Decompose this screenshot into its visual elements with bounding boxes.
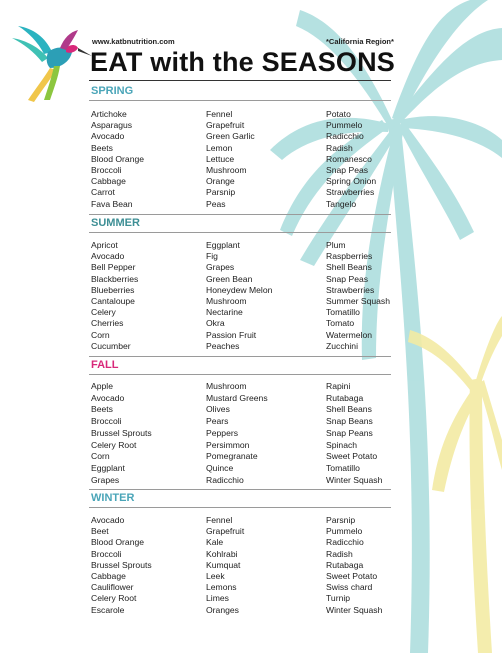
produce-item: Lemons xyxy=(206,582,237,593)
section-divider xyxy=(89,214,391,215)
produce-item: Beets xyxy=(91,142,113,153)
produce-item: Corn xyxy=(91,329,110,340)
produce-item: Plum xyxy=(326,240,346,250)
produce-item: Romanesco xyxy=(326,153,372,164)
produce-item: Raspberries xyxy=(326,251,373,262)
produce-item: Turnip xyxy=(326,593,351,604)
produce-item: Cabbage xyxy=(91,176,126,187)
produce-item: Persimmon xyxy=(206,439,250,450)
produce-item: Rapini xyxy=(326,381,351,391)
produce-item: Lettuce xyxy=(206,153,235,164)
produce-item: Blueberries xyxy=(91,284,135,295)
produce-item: Limes xyxy=(206,593,229,604)
page-title: EAT with the SEASONS xyxy=(90,47,396,77)
produce-item: Pummelo xyxy=(326,120,363,131)
produce-item: Eggplant xyxy=(206,240,240,250)
produce-item: Brussel Sprouts xyxy=(91,427,152,438)
produce-item: Grapefruit xyxy=(206,526,245,537)
produce-item: Mushroom xyxy=(206,296,247,307)
season-heading-fall: FALL xyxy=(91,359,119,371)
produce-item: Shell Beans xyxy=(326,404,372,415)
produce-item: Peas xyxy=(206,198,226,209)
produce-item: Cauliflower xyxy=(91,582,134,593)
section-divider xyxy=(89,232,391,233)
produce-item: Kumquat xyxy=(206,559,241,570)
produce-item: Fava Bean xyxy=(91,198,133,209)
fall-column-3 xyxy=(326,381,382,486)
produce-item: Grapes xyxy=(91,474,120,485)
produce-item: Quince xyxy=(206,462,234,473)
section-divider xyxy=(89,507,391,508)
title-underline xyxy=(89,80,391,81)
produce-item: Grapes xyxy=(206,262,235,273)
produce-item: Broccoli xyxy=(91,416,122,427)
produce-item: Carrot xyxy=(91,187,115,198)
produce-item: Tomatillo xyxy=(326,462,360,473)
produce-item: Okra xyxy=(206,318,225,329)
produce-item: Green Garlic xyxy=(206,131,255,142)
produce-item: Sweet Potato xyxy=(326,451,378,462)
produce-item: Cabbage xyxy=(91,571,126,582)
produce-item: Olives xyxy=(206,404,230,415)
produce-item: Radicchio xyxy=(206,474,244,485)
produce-item: Celery xyxy=(91,307,116,318)
section-divider xyxy=(89,356,391,357)
produce-item: Snap Beans xyxy=(326,416,373,427)
produce-item: Brussel Sprouts xyxy=(91,559,152,570)
produce-item: Corn xyxy=(91,451,110,462)
produce-item: Honeydew Melon xyxy=(206,284,273,295)
spring-column-2 xyxy=(206,109,255,210)
produce-item: Avocado xyxy=(91,392,125,403)
region-label: *California Region* xyxy=(326,37,394,46)
produce-item: Tomato xyxy=(326,318,355,329)
produce-item: Watermelon xyxy=(326,329,373,340)
produce-item: Snap Peas xyxy=(326,273,369,284)
produce-item: Winter Squash xyxy=(326,474,383,485)
produce-item: Apple xyxy=(91,381,113,391)
produce-item: Blood Orange xyxy=(91,153,145,164)
produce-item: Broccoli xyxy=(91,548,122,559)
winter-column-2 xyxy=(206,515,244,616)
fall-column-2 xyxy=(206,381,268,486)
produce-item: Asparagus xyxy=(91,120,133,131)
produce-item: Eggplant xyxy=(91,462,125,473)
produce-item: Zucchini xyxy=(326,340,358,351)
produce-item: Tangelo xyxy=(326,198,357,209)
produce-item: Spring Onion xyxy=(326,176,377,187)
produce-item: Strawberries xyxy=(326,284,375,295)
produce-item: Grapefruit xyxy=(206,120,245,131)
produce-item: Orange xyxy=(206,176,235,187)
produce-item: Snap Peas xyxy=(326,165,369,176)
hummingbird-icon xyxy=(8,18,94,104)
produce-item: Leek xyxy=(206,571,225,582)
section-divider xyxy=(89,374,391,375)
produce-item: Parsnip xyxy=(326,515,356,525)
produce-item: Pears xyxy=(206,416,229,427)
produce-item: Blood Orange xyxy=(91,537,145,548)
produce-item: Celery Root xyxy=(91,593,137,604)
produce-item: Cherries xyxy=(91,318,124,329)
produce-item: Artichoke xyxy=(91,109,127,119)
produce-item: Radish xyxy=(326,142,353,153)
section-divider xyxy=(89,100,391,101)
produce-item: Lemon xyxy=(206,142,233,153)
season-heading-spring: SPRING xyxy=(91,85,134,97)
produce-item: Avocado xyxy=(91,131,125,142)
produce-item: Mushroom xyxy=(206,165,247,176)
spring-column-3 xyxy=(326,109,376,210)
produce-item: Potato xyxy=(326,109,351,119)
produce-item: Summer Squash xyxy=(326,296,391,307)
summer-column-2 xyxy=(206,240,272,352)
season-heading-winter: WINTER xyxy=(91,492,135,504)
produce-item: Avocado xyxy=(91,515,125,525)
produce-item: Avocado xyxy=(91,251,125,262)
produce-item: Escarole xyxy=(91,604,125,615)
produce-item: Peppers xyxy=(206,427,239,438)
produce-item: Radicchio xyxy=(326,131,364,142)
produce-item: Blackberries xyxy=(91,273,139,284)
spring-column-1 xyxy=(91,109,144,210)
produce-item: Fennel xyxy=(206,515,233,525)
produce-item: Shell Beans xyxy=(326,262,372,273)
produce-item: Rutabaga xyxy=(326,392,364,403)
produce-item: Snap Peans xyxy=(326,427,373,438)
produce-item: Parsnip xyxy=(206,187,236,198)
produce-item: Spinach xyxy=(326,439,358,450)
produce-item: Oranges xyxy=(206,604,239,615)
produce-item: Strawberries xyxy=(326,187,375,198)
produce-item: Broccoli xyxy=(91,165,122,176)
produce-item: Fig xyxy=(206,251,218,262)
section-divider xyxy=(89,489,391,490)
produce-item: Nectarine xyxy=(206,307,243,318)
produce-item: Kohlrabi xyxy=(206,548,238,559)
produce-item: Swiss chard xyxy=(326,582,373,593)
season-heading-summer: SUMMER xyxy=(91,217,140,229)
produce-item: Radish xyxy=(326,548,353,559)
produce-item: Bell Pepper xyxy=(91,262,136,273)
produce-item: Kale xyxy=(206,537,224,548)
produce-item: Green Bean xyxy=(206,273,253,284)
produce-item: Mustard Greens xyxy=(206,392,268,403)
winter-column-3 xyxy=(326,515,382,616)
produce-item: Pummelo xyxy=(326,526,363,537)
website-url: www.katbnutrition.com xyxy=(92,37,175,46)
produce-item: Radicchio xyxy=(326,537,364,548)
produce-item: Tomatillo xyxy=(326,307,360,318)
produce-item: Apricot xyxy=(91,240,118,250)
produce-item: Cucumber xyxy=(91,340,131,351)
summer-column-1 xyxy=(91,240,138,352)
produce-item: Winter Squash xyxy=(326,604,383,615)
produce-item: Beets xyxy=(91,404,113,415)
summer-column-3 xyxy=(326,240,390,352)
winter-column-1 xyxy=(91,515,152,616)
fall-column-1 xyxy=(91,381,152,486)
produce-item: Pomegranate xyxy=(206,451,258,462)
produce-item: Celery Root xyxy=(91,439,137,450)
produce-item: Mushroom xyxy=(206,381,247,391)
produce-item: Sweet Potato xyxy=(326,571,378,582)
produce-item: Fennel xyxy=(206,109,233,119)
produce-item: Cantaloupe xyxy=(91,296,135,307)
produce-item: Rutabaga xyxy=(326,559,364,570)
produce-item: Passion Fruit xyxy=(206,329,257,340)
produce-item: Beet xyxy=(91,526,109,537)
produce-item: Peaches xyxy=(206,340,240,351)
